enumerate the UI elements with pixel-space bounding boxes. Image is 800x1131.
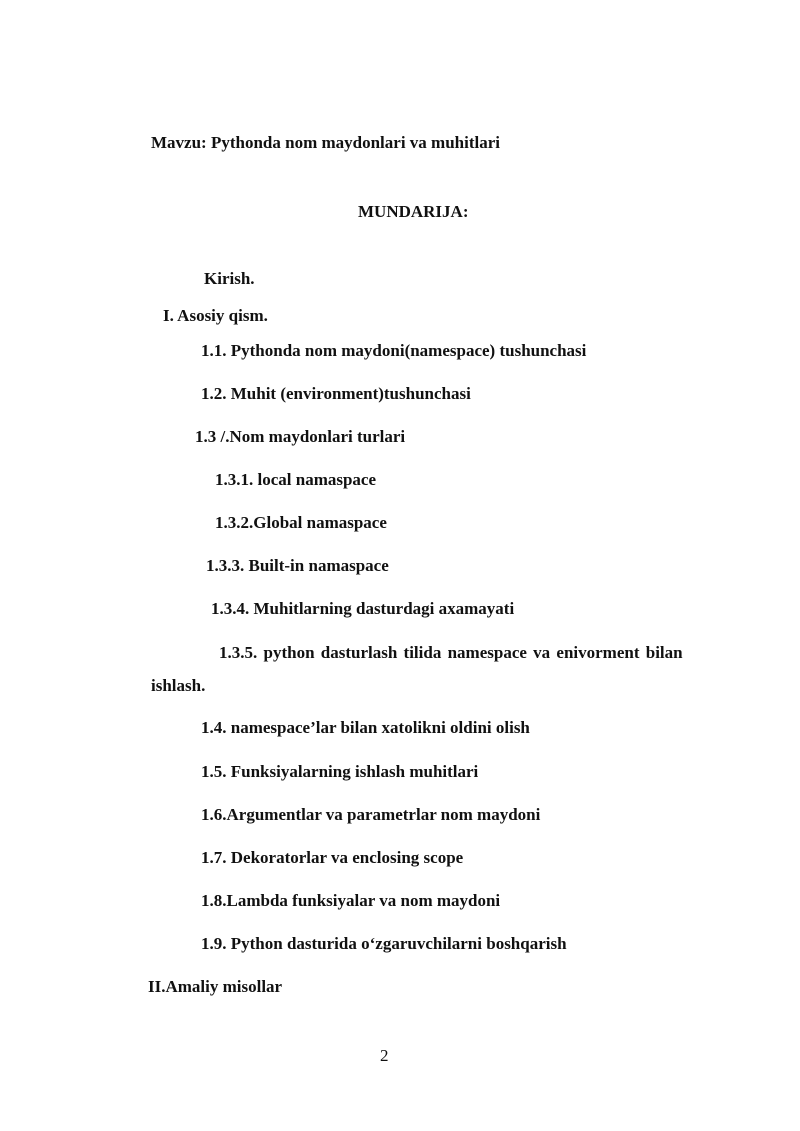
toc-entry-1-1: 1.1. Pythonda nom maydoni(namespace) tushunchasi bbox=[201, 341, 587, 360]
toc-entry-1-3-2: 1.3.2.Global namaspace bbox=[215, 513, 387, 532]
topic-title: Mavzu: Pythonda nom maydonlari va muhitlari bbox=[151, 133, 500, 152]
toc-entry-intro: Kirish. bbox=[204, 269, 255, 288]
toc-entry-1-3-1: 1.3.1. local namaspace bbox=[215, 470, 377, 489]
toc-entry-1-9: 1.9. Python dasturida o‘zgaruvchilarni boshqarish bbox=[201, 934, 567, 953]
toc-entry-1-5: 1.5. Funksiyalarning ishlash muhitlari bbox=[201, 762, 479, 781]
toc-entry-1-4: 1.4. namespace’lar bilan xatolikni oldini olish bbox=[201, 718, 530, 737]
toc-entry-1-7: 1.7. Dekoratorlar va enclosing scope bbox=[201, 848, 464, 867]
toc-entry-1-3: 1.3 /.Nom maydonlari turlari bbox=[195, 427, 406, 446]
contents-heading: MUNDARIJA: bbox=[358, 202, 469, 221]
toc-entry-1-2: 1.2. Muhit (environment)tushunchasi bbox=[201, 384, 471, 403]
toc-entry-1-3-3: 1.3.3. Built-in namaspace bbox=[206, 556, 389, 575]
page-number: 2 bbox=[380, 1046, 389, 1065]
toc-entry-1-3-4: 1.3.4. Muhitlarning dasturdagi axamayati bbox=[211, 599, 515, 618]
toc-entry-1-8: 1.8.Lambda funksiyalar va nom maydoni bbox=[201, 891, 501, 910]
toc-entry-part2: II.Amaliy misollar bbox=[148, 977, 283, 996]
toc-entry-1-3-5: 1.3.5. python dasturlash tilida namespace va enivorment bilan bbox=[219, 643, 683, 662]
toc-entry-part1: I. Asosiy qism. bbox=[163, 306, 268, 325]
toc-entry-1-3-5-continued: ishlash. bbox=[151, 676, 206, 695]
toc-entry-1-6: 1.6.Argumentlar va parametrlar nom maydoni bbox=[201, 805, 541, 824]
